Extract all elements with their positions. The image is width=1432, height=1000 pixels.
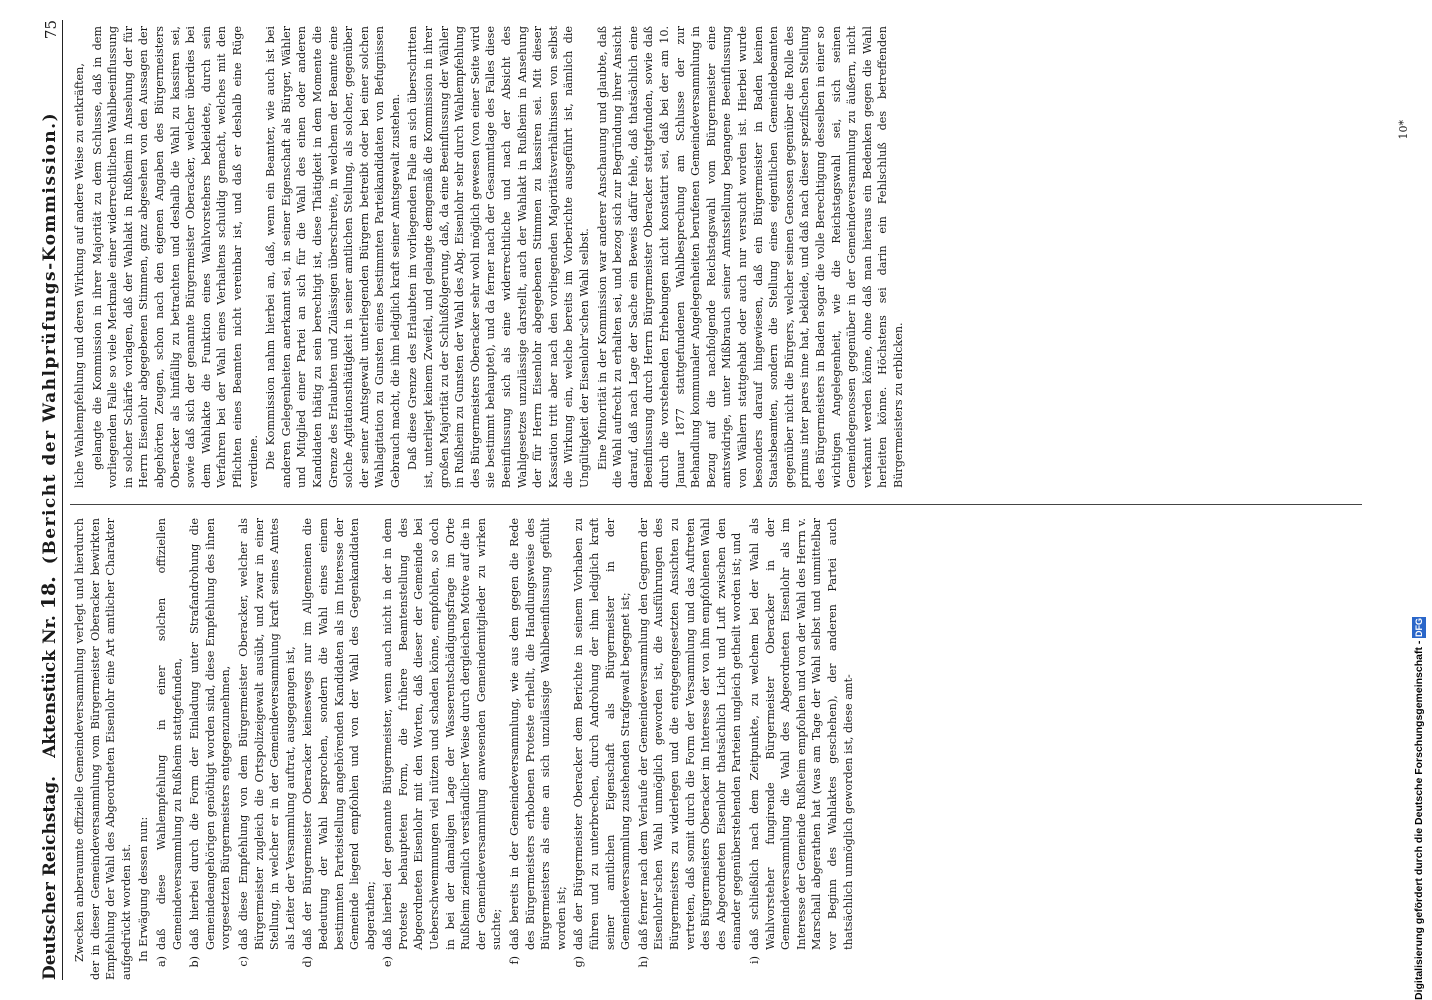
list-item-label: g) bbox=[572, 956, 586, 968]
list-item bbox=[300, 518, 378, 980]
list-item bbox=[507, 518, 569, 980]
header-rule bbox=[62, 20, 63, 980]
list-item-label: b) bbox=[188, 956, 202, 968]
consideration-list bbox=[154, 518, 856, 980]
list-item-text: daß der Bürgermeister Oberacker dem Berichte in seinem Vorhaben zu führen und zu unterbrechen, durch Androhung der ihm lediglich kraft seiner amtlichen Eigenschaft als Bürgermeister in der Gemeindeversammlung zustehenden Strafgewalt begegnet ist; bbox=[572, 518, 633, 950]
list-item-label: c) bbox=[236, 956, 250, 967]
dfg-logo: DFG bbox=[1414, 617, 1424, 637]
running-header bbox=[26, 20, 60, 980]
list-item-text: daß schließlich nach dem Zeitpunkte, zu welchem bei der Wahl als Wahlvorsteher fungirende Bürgermeister Oberacker in der Gemeindeversammlung die Wahl des Abgeordneten Eisenlohr als im Interesse der Gemeinde Rußheim empfohlen und von der Wahl des Herrn v. Marschall abgerathen hat (was am Tage der Wahl selbst und unmittelbar vor Beginn des Wahlaktes geschehen), der anderen Partei auch thatsächlich unmöglich geworden ist, diese amt- bbox=[747, 518, 855, 950]
list-item-text: daß ferner nach dem Verlaufe der Gemeindeversammlung den Gegnern der Eisenlohr'schen Wahl unmöglich geworden ist, die Ausführungen des Bürgermeisters zu widerlegen und die entgegengesetzten Ansichten zu vertreten, daß somit durch die Form der Versammlung und das Auftreten des Bürgermeisters Oberacker im Interesse der von ihm empfohlenen Wahl des Abgeordneten Eisenlohr thatsächlich Licht und Luft zwischen den einander gegenüberstehenden Parteien ungleich getheilt worden ist; und bbox=[636, 518, 744, 950]
right-paragraph: gelangte die Kommission in ihrer Majorität zu dem Schlusse, daß in dem vorliegenden Falle so viele Merkmale einer widerrechtlichen Wahlbeeinflussung in solcher Schärfe vorlagen, daß der Wahlakt in Rußheim in Ansehung der für Herrn Eisenlohr abgegebenen Stimmen, ganz abgesehen von den Aussagen der abgehörten Zeugen, schon nach den eigenen Angaben des Bürgermeisters Oberacker als hinfällig zu betrachten und deshalb die Wahl zu kassiren sei, sowie daß sich der genannte Bürgermeister Oberacker, welcher überdies bei dem Wahlakte die Funktion eines Wahlvorstehers bekleidete, durch sein Verfahren bei der Wahl eines Verhaltens schuldig gemacht, welches mit den Pflichten eines Beamten nicht vereinbar ist, und daß er deshalb eine Rüge verdiene. bbox=[90, 26, 260, 488]
list-item-text: daß hierbei der genannte Bürgermeister, wenn auch nicht in der in dem Proteste behaupteten Form, die frühere Beamtenstellung des Abgeordneten Eisenlohr mit den Worten, daß dieser der Gemeinde bei Ueberschwemmungen viel nützen und schaden könne, empfohlen, so doch in bei der damaligen Lage der Wasserentschädigungsfrage im Orte Rußheim ziemlich verständlicher Weise durch dergleichen Motive auf die in der Gemeindeversammlung anwesenden Gemeindemitglieder zu wirken suchte; bbox=[381, 518, 504, 950]
list-item-text: daß diese Empfehlung von dem Bürgermeister Oberacker, welcher als Bürgermeister zugleich die Ortspolizeigewalt ausübt, und zwar in einer Stellung, in welcher er in der Gemeindeversammlung kraft seines Amtes als Leiter der Versammlung auftrat, ausgegangen ist, bbox=[236, 518, 297, 950]
right-paragraph: Eine Minorität in der Kommission war anderer Anschauung und glaubte, daß die Wahl aufrecht zu erhalten sei, und bezog sich zur Begründung ihrer Ansicht darauf, daß nach Lage der Sache ein Beweis dafür fehle, daß thatsächlich eine Beeinflussung durch Herrn Bürgermeister Oberacker stattgefunden, sowie daß durch die vorstehenden Erhebungen nicht konstatirt sei, daß bei der am 10. Januar 1877 stattgefundenen Wahlbesprechung am Schlusse der zur Behandlung kommunaler Angelegenheiten berufenen Gemeindeversammlung in Bezug auf die nachfolgende Reichstagswahl vom Bürgermeister eine amtswidrige, unter Mißbrauch seiner Amtsstellung begangene Beeinflussung von Wählern stattgehabt oder auch nur versucht worden ist. Hierbei wurde besonders darauf hingewiesen, daß ein Bürgermeister in Baden keinen Staatsbeamten, sondern die Stellung eines eigentlichen Gemeindebeamten gegenüber nicht die Bürgers, welcher seinen Genossen gegenüber die Rolle des primus inter pares inne hat, bekleide, und daß nach dieser spezifischen Stellung des Bürgermeisters in Baden sogar die volle Berechtigung desselben in einer so wichtigen Angelegenheit, wie die Reichstagswahl sei, sich seinen Gemeindegenossen gegenüber in der Gemeindeversammlung zu äußern, nicht verkannt werden könne, ohne daß man hieraus ein Bedenken gegen die Wahl herleiten könne. Höchstens sei darin ein Fehlschluß des betreffenden Bürgermeisters zu erblicken. bbox=[595, 26, 905, 488]
list-item-text: daß diese Wahlempfehlung in einer solchen offiziellen Gemeindeversammlung zu Rußheim stattgefunden, bbox=[154, 518, 184, 950]
stamp-text-wrap bbox=[1412, 0, 1426, 1000]
header-doc-prefix: Aktenstück Nr. bbox=[40, 615, 60, 758]
list-item-label: h) bbox=[636, 956, 650, 968]
right-paragraph: liche Wahlempfehlung und deren Wirkung auf andere Weise zu entkräften, bbox=[73, 63, 86, 488]
left-intro-paragraph: Zwecken anberaumte offizielle Gemeindeversammlung verlegt und hierdurch der in dieser Gemeindeversammlung vom Bürgermeister Oberacker bewirkten Empfehlung der Wahl des Abgeordneten Eisenlohr eine Art amtlicher Charakter aufgedrückt worden ist. bbox=[73, 518, 133, 980]
list-item-label: f) bbox=[508, 956, 522, 965]
column-divider bbox=[70, 504, 1362, 505]
right-paragraph: Daß diese Grenze des Erlaubten im vorliegenden Falle an sich überschritten ist, unterliegt keinem Zweifel, und gelangte demgemäß die Kommission in ihrer großen Majorität zu der Schlußfolgerung, daß, da eine Beeinflussung der Wähler in Rußheim zu Gunsten der Wahl des Abg. Eisenlohr sehr durch Wahlempfehlung des Bürgermeisters Oberacker sehr wohl möglich gewesen (von einer Seite wird sie bestimmt behauptet), und da ferner nach der Gesammtlage des Falles diese Beeinflussung sich als eine widerrechtliche und nach der Absicht des Wahlgesetzes unzulässige darstellt, auch der Wahlakt in Rußheim in Ansehung der für Herrn Eisenlohr abgegebenen Stimmen zu kassiren sei. Mit dieser Kassation tritt aber nach den vorliegenden Majoritätsverhältnissen von selbst die Wirkung ein, welche bereits im Vorberichte ausgeführt ist, nämlich die Ungültigkeit der Eisenlohr'schen Wahl selbst. bbox=[406, 26, 591, 488]
signature-mark: 10* bbox=[1397, 120, 1410, 140]
list-item-text: daß hierbei durch die Form der Einladung unter Strafandrohung die Gemeindeangehörigen genöthigt worden sind, diese Empfehlung des ihnen vorgesetzten Bürgermeisters entgegenzunehmen, bbox=[188, 518, 233, 950]
list-item bbox=[154, 518, 185, 980]
page-number: 75 bbox=[42, 20, 60, 40]
consideration-heading: In Erwägung dessen nun: bbox=[137, 816, 151, 962]
left-column bbox=[72, 518, 1392, 980]
list-item bbox=[380, 518, 505, 980]
right-paragraph: Die Kommission nahm hierbei an, daß, wenn ein Beamter, wie auch ist bei anderen Gelegenheiten anerkannt sei, in seiner Eigenschaft als Bürger, Wähler und Mitglied einer Partei an sich für die Wahl des einen oder anderen Kandidaten thätig zu sein berechtigt ist, diese Thätigkeit in dem Momente die Grenze des Erlaubten und Zulässigen überschreite, in welchem der Beamte eine solche Agitationsthätigkeit in seiner amtlichen Stellung, als solcher, gegenüber der seiner Amtsgewalt unterliegenden Bürgern betreibt oder bei einer solchen Wahlagitation zu Gunsten eines bestimmten Parteikandidaten von Befugnissen Gebrauch macht, die ihm lediglich kraft seiner Amtsgewalt zustehen. bbox=[264, 26, 402, 488]
digitization-stamp bbox=[1404, 0, 1432, 1000]
list-item bbox=[571, 518, 633, 980]
right-column bbox=[72, 26, 1392, 488]
list-item bbox=[747, 518, 856, 980]
list-item-label: d) bbox=[301, 956, 315, 968]
list-item-label: i) bbox=[747, 956, 761, 964]
stamp-text: Digitalisierung gefördert durch die Deutsche Forschungsgemeinschaft - bbox=[1413, 640, 1425, 1000]
header-doc-number: 18. bbox=[38, 576, 60, 610]
list-item-text: daß der Bürgermeister Oberacker keineswegs nur im Allgemeinen die Bedeutung der Wahl besprochen, sondern die Wahl eines einem bestimmten Parteistellung angehörenden Kandidaten als im Interesse der Gemeinde liegend empfohlen und von der Wahl des Gegenkandidaten abgerathen; bbox=[301, 518, 377, 950]
list-item bbox=[236, 518, 298, 980]
list-item-text: daß bereits in der Gemeindeversammlung, wie aus dem gegen die Rede des Bürgermeisters erhobenen Proteste erhellt, die Handlungsweise des Bürgermeisters als eine an sich unzulässige Wahlbeeinflussung gefühlt worden ist; bbox=[508, 518, 568, 950]
list-item-label: e) bbox=[381, 956, 395, 967]
list-item bbox=[636, 518, 745, 980]
header-document-number bbox=[38, 576, 60, 758]
header-publication: Deutscher Reichstag. bbox=[40, 775, 60, 980]
list-item-label: a) bbox=[154, 956, 168, 968]
header-report-title: (Bericht der Wahlprüfungs-Kommission.) bbox=[40, 111, 60, 565]
list-item bbox=[187, 518, 234, 980]
